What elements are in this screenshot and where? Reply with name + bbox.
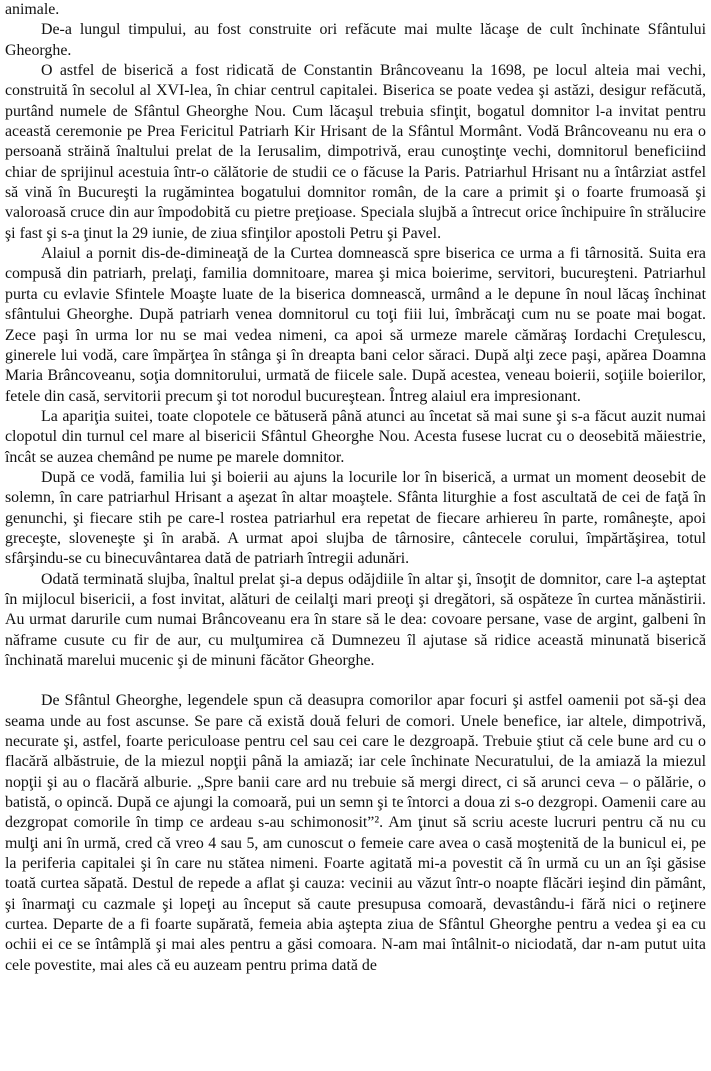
paragraph-churches: De-a lungul timpului, au fost construite ori refăcute mai multe lăcaşe de cult închinate Sfântului Gheorghe. xyxy=(5,21,706,59)
paragraph-feast: Odată terminată slujba, înaltul prelat şi-a depus odăjdiile în altar şi, însoţit de domnitor, care l-a aşteptat în mijlocul bisericii, a fost invitat, alături de ceilalţi mari preoţi şi dregători, să ospăteze în curtea mănăstirii. Au urmat darurile cum numai Brâncoveanu era în stare să le dea: covoare persane, vase de argint, galbeni în năframe cusute cu fir de aur, cu mulţumirea că Dumnezeu îl ajutase să ridice această minunată biserică închinată marelui mucenic şi de minuni făcător Gheorghe. xyxy=(5,570,706,669)
paragraph-brancoveanu-church: O astfel de biserică a fost ridicată de Constantin Brâncoveanu la 1698, pe locul alteia mai vechi, construită în secolul al XVI-lea, în chiar centrul capitalei. Biserica se poate vedea şi astăzi, desigur refăcută, purtând numele de Sfântul Gheorghe Nou. Cum lăcaşul trebuia sfinţit, bogatul domnitor l-a invitat pentru această ceremonie pe Prea Fericitul Patriarh Kir Hrisant de la Sfântul Mormânt. Vodă Brâncoveanu nu era o persoană străină înaltului prelat de la Ierusalim, dimpotrivă, erau cunoştinţe vechi, domnitorul beneficiind chiar de sprijinul acestuia într-o călătorie de studii ce o făcuse la Paris. Patriarhul Hrisant nu a întârziat astfel să vină în Bucureşti la rugămintea bogatului domnitor român, de la care a primit şi o foarte frumoasă şi valoroasă cruce din aur împodobită cu pietre preţioase. Speciala slujbă a întrecut orice închipuire în strălucire şi fast şi s-a ţinut la 29 iunie, de ziua sfinţilor apostoli Petru şi Pavel. xyxy=(5,62,706,242)
paragraph-treasures: De Sfântul Gheorghe, legendele spun că deasupra comorilor apar focuri şi astfel oamenii pot să-şi dea seama unde au fost ascunse. Se pare că există două feluri de comori. Unele benefice, iar altele, dimpotrivă, necurate şi, astfel, foarte periculoase pentru cel sau cei care le dezgroapă. Trebuie ştiut că cele bune ard cu o flacără albăstruie, de la miezul nopţii până la amiază; iar cele închinate Necuratului, de la amiază la miezul nopţii şi au o flacără alburie. „Spre banii care ard nu trebuie să mergi direct, ci să arunci ceva – o pălărie, o batistă, o opincă. După ce ajungi la comoară, pui un semn şi te întorci a doua zi s-o dezgropi. Oamenii care au dezgropat comorile în timp ce ardeau s-au schimonosit”². Am ţinut să scriu aceste lucruri pentru că nu cu mulţi ani în urmă, cred că vreo 4 sau 5, am cunoscut o femeie care avea o casă moştenită de la bunicul ei, pe la periferia capitalei şi în care nu stătea nimeni. Foarte agitată mi-a povestit că în urmă cu un an îşi găsise toată curtea săpată. Destul de repede a aflat şi cauza: vecinii au văzut într-o noapte flăcări ieşind din pământ, şi înarmaţi cu cazmale şi lopeţi au început să caute presupusa comoară, devastându-i fără nici o reţinere curtea. Departe de a fi foarte supărată, femeia abia aştepta ziua de Sfântul Gheorghe pentru a vedea şi ea cu ochii ei ce se întâmplă şi mai ales pentru a găsi comoara. N-am mai întâlnit-o niciodată, dar n-am putut uita cele povestite, mai ales că eu auzeam pentru prima dată de xyxy=(5,692,706,974)
paragraph-gap xyxy=(5,671,706,691)
paragraph-continued: animale. xyxy=(5,1,60,18)
paragraph-procession: Alaiul a pornit dis-de-dimineaţă de la Curtea domnească spre biserica ce urma a fi târnosită. Suita era compusă din patriarh, prelaţi, familia domnitoare, marea şi mica boierime, servitori, bucureşteni. Patriarhul purta cu evlavie Sfintele Moaşte luate de la biserica domnească, urmând a le depune în noul lăcaş închinat sfântului Gheorghe. După patriarh venea domnitorul cu toţi fiii lui, îmbrăcaţi cum nu se poate mai bogat. Zece paşi în urma lor nu se mai vedea nimeni, ca apoi să urmeze marele cămăraş Iordachi Creţulescu, ginerele lui vodă, care împărţea în stânga şi în dreapta bani celor săraci. După alţi zece paşi, apărea Doamna Maria Brâncoveanu, soţia domnitorului, urmată de fiicele sale. După acestea, veneau boierii, soţiile boierilor, fetele din casă, servitorii precum şi tot norodul bucureştean. Întreg alaiul era impresionant. xyxy=(5,245,706,405)
paragraph-bells: La apariţia suitei, toate clopotele ce bătuseră până atunci au încetat să mai sune şi s-a făcut auzit numai clopotul din turnul cel mare al bisericii Sfântul Gheorghe Nou. Acesta fusese lucrat cu o deosebită măiestrie, încât se auzea chemând pe nume pe marele domnitor. xyxy=(5,407,706,466)
paragraph-liturgy: După ce vodă, familia lui şi boierii au ajuns la locurile lor în biserică, a urmat un moment deosebit de solemn, în care patriarhul Hrisant a aşezat în altar moaştele. Sfânta liturghie a fost ascultată de cei de faţă în genunchi, şi fiecare stih pe care-l rostea patriarhul era repetat de fiecare arhiereu în parte, româneşte, apoi greceşte, sloveneşte şi în arabă. A urmat apoi slujba de târnosire, cântecele corului, împărtăşirea, totul sfârşindu-se cu binecuvântarea dată de patriarh întregii adunări. xyxy=(5,468,706,568)
